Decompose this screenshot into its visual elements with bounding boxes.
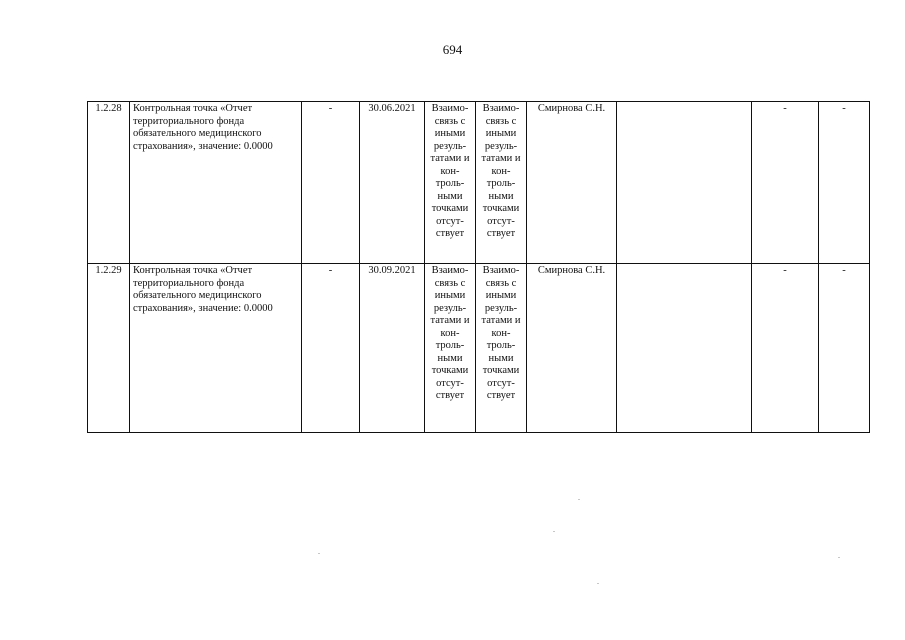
note-line: отсут- <box>487 215 515 227</box>
note-line: татами и <box>430 315 470 326</box>
relation-note-cell <box>476 102 527 264</box>
column-3-cell: - <box>302 264 360 433</box>
document-table <box>87 101 870 433</box>
note-line: ствует <box>435 390 465 401</box>
note-line: иными <box>434 128 466 139</box>
scan-speck <box>597 583 599 584</box>
note-line: ными <box>488 190 514 202</box>
row-number-cell: 1.2.28 <box>88 102 130 264</box>
note-line: отсут- <box>436 377 464 389</box>
scan-speck <box>838 557 840 558</box>
note-line: точками <box>431 365 469 376</box>
table-row <box>88 264 870 433</box>
note-line: резуль- <box>484 302 518 314</box>
relation-note-cell <box>425 264 476 433</box>
note-line: иными <box>434 290 466 301</box>
note-line: троль- <box>486 178 516 189</box>
scan-speck <box>318 553 320 554</box>
note-line: отсут- <box>436 215 464 227</box>
note-line: троль- <box>435 178 465 189</box>
note-line: точками <box>431 203 469 214</box>
note-line: связь с <box>485 115 517 127</box>
note-line: резуль- <box>433 302 467 314</box>
note-line: кон- <box>491 165 511 177</box>
date-cell: 30.09.2021 <box>360 264 425 433</box>
scan-speck <box>553 531 555 532</box>
note-line: кон- <box>440 327 460 339</box>
note-line: троль- <box>435 340 465 351</box>
note-line: точками <box>482 365 520 376</box>
note-line: Взаимо- <box>482 103 520 114</box>
note-line: связь с <box>434 115 466 127</box>
note-line: троль- <box>486 340 516 351</box>
responsible-cell: Смирнова С.Н. <box>527 264 617 433</box>
description-cell: Контрольная точка «Отчет территориального фонда обязательного медицинского страхования», значение: 0.0000 <box>130 102 302 264</box>
note-line: точками <box>482 203 520 214</box>
column-9-cell: - <box>752 102 819 264</box>
date-cell: 30.06.2021 <box>360 102 425 264</box>
note-line: ствует <box>435 228 465 239</box>
note-line: Взаимо- <box>431 103 469 114</box>
note-line: связь с <box>485 277 517 289</box>
empty-cell <box>617 264 752 433</box>
column-9-cell: - <box>752 264 819 433</box>
note-line: резуль- <box>484 140 518 152</box>
column-10-cell: - <box>819 264 870 433</box>
note-line: татами и <box>481 153 521 164</box>
description-cell: Контрольная точка «Отчет территориального фонда обязательного медицинского страхования», значение: 0.0000 <box>130 264 302 433</box>
note-line: ными <box>437 190 463 202</box>
note-line: Взаимо- <box>431 265 469 276</box>
note-line: кон- <box>440 165 460 177</box>
note-line: кон- <box>491 327 511 339</box>
note-line: ствует <box>486 390 516 401</box>
note-line: татами и <box>481 315 521 326</box>
note-line: связь с <box>434 277 466 289</box>
note-line: отсут- <box>487 377 515 389</box>
note-line: резуль- <box>433 140 467 152</box>
relation-note-cell <box>425 102 476 264</box>
note-line: иными <box>485 128 517 139</box>
table-row <box>88 102 870 264</box>
note-line: ствует <box>486 228 516 239</box>
note-line: ными <box>437 352 463 364</box>
row-number-cell: 1.2.29 <box>88 264 130 433</box>
page-number: 694 <box>442 42 463 57</box>
responsible-cell: Смирнова С.Н. <box>527 102 617 264</box>
relation-note-cell <box>476 264 527 433</box>
note-line: Взаимо- <box>482 265 520 276</box>
column-3-cell: - <box>302 102 360 264</box>
note-line: татами и <box>430 153 470 164</box>
empty-cell <box>617 102 752 264</box>
scan-speck <box>578 499 580 500</box>
note-line: ными <box>488 352 514 364</box>
column-10-cell: - <box>819 102 870 264</box>
note-line: иными <box>485 290 517 301</box>
